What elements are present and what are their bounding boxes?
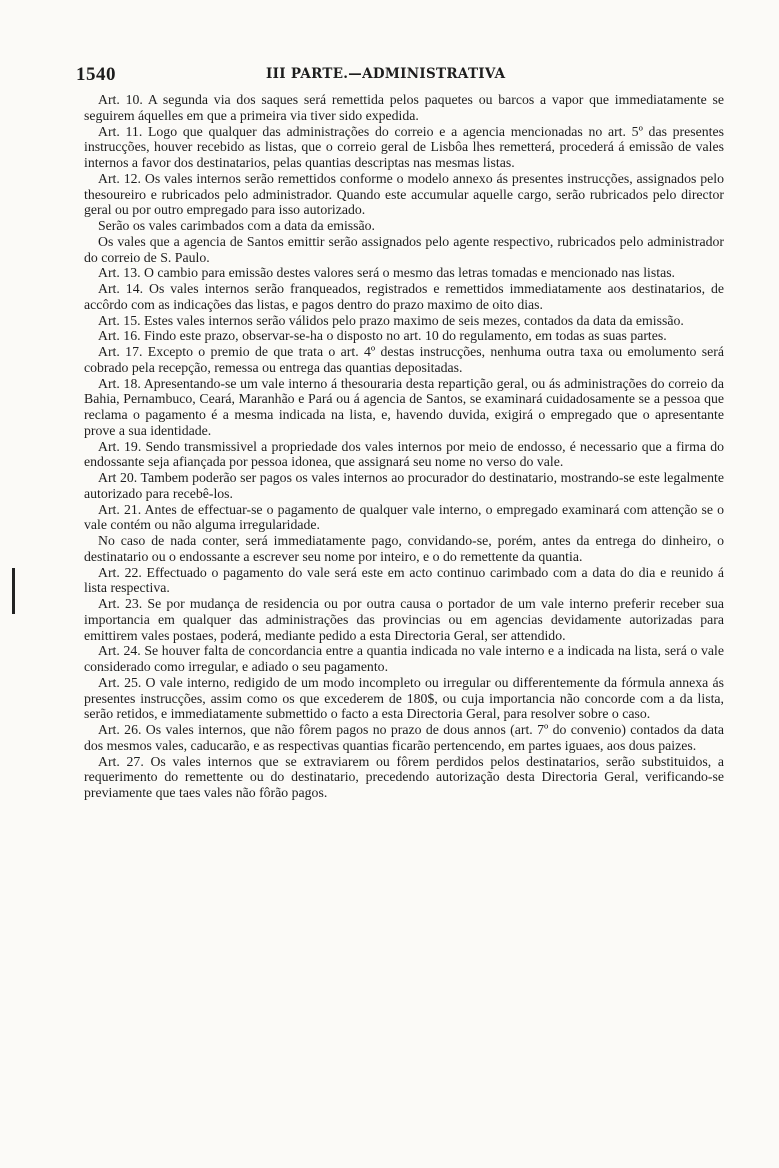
margin-mark	[12, 568, 15, 614]
article-22: Art. 22. Effectuado o pagamento do vale será este em acto continuo carimbado com a data do dia e reunido á lista respectiva.	[84, 564, 724, 596]
article-24: Art. 24. Se houver falta de concordancia entre a quantia indicada no vale interno e a indicada na lista, será o vale considerado como irregular, e adiado o seu pagamento.	[84, 643, 724, 674]
article-16: Art. 16. Findo este prazo, observar-se-ha o disposto no art. 10 do regulamento, em todas as suas partes.	[98, 328, 667, 344]
article-23: Art. 23. Se por mudança de residencia ou por outra causa o portador de um vale interno preferir receber sua importancia em qualquer das administrações das provincias ou em agencias devidamente autorizadas para emittirem vales postaes, poderá, mediante pedido a esta Directoria Geral, ser attendido.	[84, 596, 724, 643]
page-header	[76, 52, 724, 92]
article-25: Art. 25. O vale interno, redigido de um modo incompleto ou irregular ou differentemente da fórmula annexa ás presentes instrucções, assim como os que excederem de 180$, ou cuja importancia não concorde com a da lista, serão retidos, e immediatamente submettido o facto a esta Directoria Geral, para resolver sobre o caso.	[84, 674, 724, 722]
page-number: 1540	[76, 64, 116, 85]
article-12: Art. 12. Os vales internos serão remettidos conforme o modelo annexo ás presentes instrucções, assignados pelo thesoureiro e rubricados pelo administrador. Quando este accumular aquelle cargo, serão rubricados pelo director geral ou por outro empregado para isso autorizado.	[84, 170, 724, 218]
article-20: Art 20. Tambem poderão ser pagos os vales internos ao procurador do destinatario, mostrando-se este legalmente autorizado para recebê-los.	[84, 470, 724, 501]
article-13: Art. 13. O cambio para emissão destes valores será o mesmo das letras tomadas e mencionado nas listas.	[98, 265, 676, 281]
article-15: Art. 15. Estes vales internos serão válidos pelo prazo maximo de seis mezes, contados da data da emissão.	[98, 312, 684, 328]
article-21-payment-note: No caso de nada conter, será immediatamente pago, convidando-se, porém, antes da entrega do dinheiro, o destinatario ou o endossante a escrever seu nome por inteiro, e o do remettente da quantia.	[84, 533, 724, 564]
article-10: Art. 10. A segunda via dos saques será remettida pelos paquetes ou barcos a vapor que immediatamente se seguirem áquelles em que a primeira via tiver sido expedida.	[84, 92, 724, 123]
article-21: Art. 21. Antes de effectuar-se o pagamento de qualquer vale interno, o empregado examinará com attenção se o vale contém ou não alguma irregularidade.	[84, 501, 724, 533]
article-14: Art. 14. Os vales internos serão franqueados, registrados e remettidos immediatamente aos destinatarios, de accôrdo com as indicações das listas, e pagos dentro do prazo maximo de oito dias.	[84, 281, 724, 312]
article-12-stamp-note: Serão os vales carimbados com a data da emissão.	[98, 218, 375, 233]
running-head: III PARTE.—ADMINISTRATIVA	[266, 66, 506, 82]
article-12-santos-note: Os vales que a agencia de Santos emittir serão assignados pelo agente respectivo, rubricados pelo administrador do correio de S. Paulo.	[84, 233, 724, 265]
article-17: Art. 17. Excepto o premio de que trata o art. 4º destas instrucções, nenhuma outra taxa ou emolumento será cobrado pela recepção, remessa ou entrega das quantias depositadas.	[84, 344, 724, 375]
article-18: Art. 18. Apresentando-se um vale interno á thesouraria desta repartição geral, ou ás administrações do correio da Bahia, Pernambuco, Ceará, Maranhão e Pará ou á agencia de Santos, se examinará cuidadosamente se a pessoa que reclama o pagamento é a mesma indicada na lista, e, havendo duvida, exigirá o empregado que o apresentante prove a sua identidade.	[84, 375, 724, 438]
article-19: Art. 19. Sendo transmissivel a propriedade dos vales internos por meio de endosso, é necessario que a firma do endossante seja afiançada por pessoa idonea, que assignará seu nome no verso do vale.	[84, 438, 724, 470]
document-page	[76, 52, 724, 801]
article-26: Art. 26. Os vales internos, que não fôrem pagos no prazo de dous annos (art. 7º do convenio) contados da data dos mesmos vales, caducarão, e as respectivas quantias ficarão pertencendo, em partes iguaes, aos dous paizes.	[84, 722, 724, 753]
article-11: Art. 11. Logo que qualquer das administrações do correio e a agencia mencionadas no art. 5º das presentes instrucções, houver recebido as listas, que o correio geral de Lisbôa lhes remetterá, procederá á emissão de vales internos a favor dos destinatarios, pelas quantias descriptas nas mesmas listas.	[84, 123, 724, 170]
body-text	[84, 92, 724, 801]
article-27: Art. 27. Os vales internos que se extraviarem ou fôrem perdidos pelos destinatarios, serão substituidos, a requerimento do remettente ou do destinatario, precedendo autorização desta Directoria Geral, verificando-se previamente que taes vales não fôrão pagos.	[84, 753, 724, 800]
